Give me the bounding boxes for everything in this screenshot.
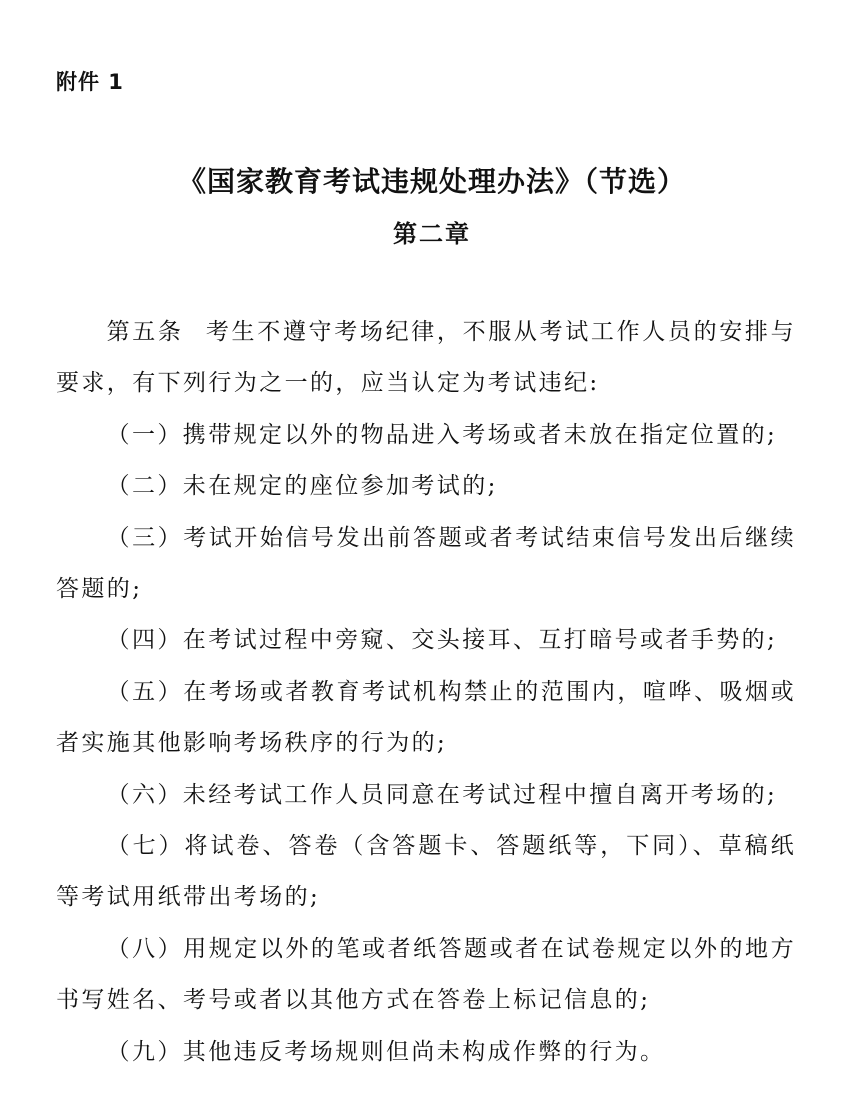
list-item-9: （九）其他违反考场规则但尚未构成作弊的行为。 xyxy=(106,1038,666,1065)
article-intro: 考生不遵守考场纪律，不服从考试工作人员的安排与要求，有下列行为之一的，应当认定为考试违纪: xyxy=(56,319,797,397)
list-item-6: （六）未经考试工作人员同意在考试过程中擅自离开考场的; xyxy=(106,781,778,808)
list-item-4: （四）在考试过程中旁窥、交头接耳、互打暗号或者手势的; xyxy=(106,627,778,654)
list-item-3: （三）考试开始信号发出前答题或者考试结束信号发出后继续答题的; xyxy=(56,524,796,603)
article-number: 第五条 xyxy=(106,319,184,345)
document-title: 《国家教育考试违规处理办法》（节选） xyxy=(177,165,686,198)
list-item-7: （七）将试卷、答卷（含答题卡、答题纸等，下同）、草稿纸等考试用纸带出考场的; xyxy=(56,833,796,911)
attachment-label: 附件 1 xyxy=(56,70,124,94)
article-paragraph xyxy=(56,307,796,410)
list-item-2: （二）未在规定的座位参加考试的; xyxy=(106,473,498,500)
chapter-heading: 第二章 xyxy=(393,219,471,248)
list-item-5: （五）在考场或者教育考试机构禁止的范围内，喧哗、吸烟或者实施其他影响考场秩序的行为的; xyxy=(56,678,796,757)
article-body xyxy=(56,307,796,1078)
list-item-1: （一）携带规定以外的物品进入考场或者未放在指定位置的; xyxy=(106,421,778,448)
list-item-8: （八）用规定以外的笔或者纸答题或者在试卷规定以外的地方书写姓名、考号或者以其他方式在答卷上标记信息的; xyxy=(56,935,796,1014)
